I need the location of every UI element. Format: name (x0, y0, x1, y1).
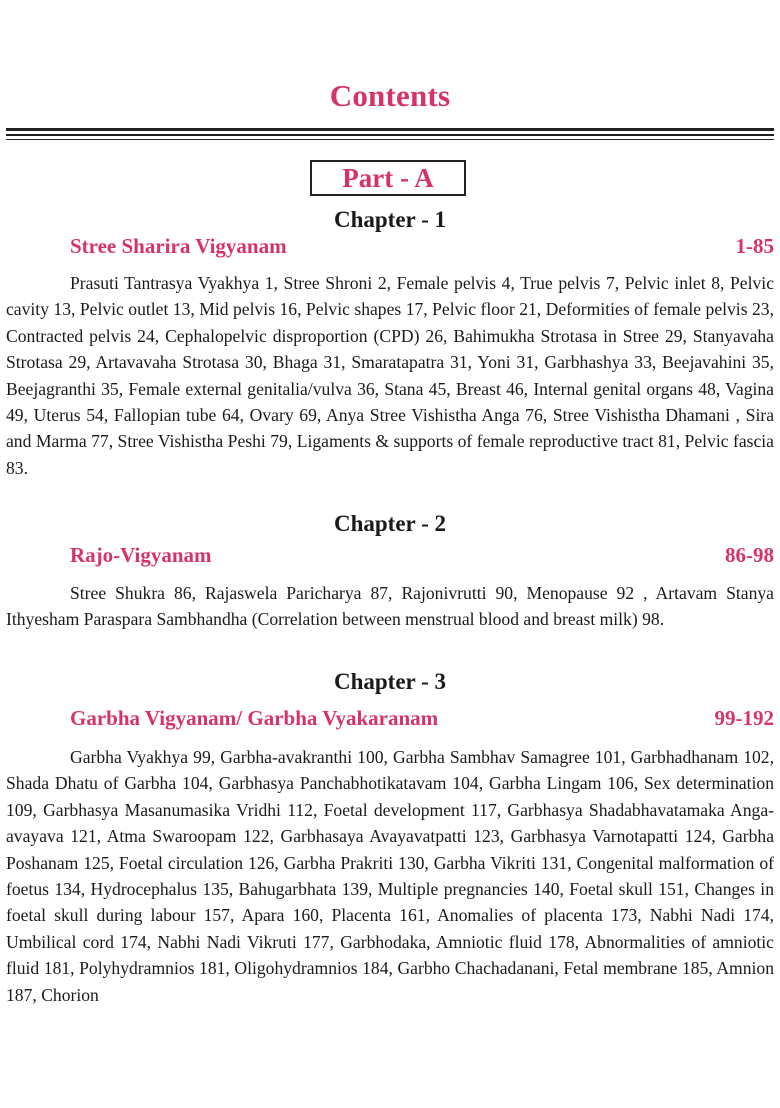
divider-line-thick (6, 128, 774, 131)
chapter-1-topics: Prasuti Tantrasya Vyakhya 1, Stree Shroni 2, Female pelvis 4, True pelvis 7, Pelvic inlet 8, Pelvic cavity 13, Pelvic outlet 13, Mid pelvis 16, Pelvic shapes 17, Pelvic floor 21, Deformities of female pelvis 23, Contracted pelvis 24, Cephalopelvic disproportion (CPD) 26, Bahimukha Strotasa in Stree 29, Stanyavaha Strotasa 29, Artavavaha Strotasa 30, Bhaga 31, Smaratapatra 31, Yoni 31, Garbhashya 33, Beejavahini 35, Beejagranthi 35, Female external genitalia/vulva 36, Stana 45, Breast 46, Internal genital organs 48, Vagina 49, Uterus 54, Fallopian tube 64, Ovary 69, Anya Stree Vishistha Anga 76, Stree Vishistha Dhamani , Sira and Marma 77, Stree Vishistha Peshi 79, Ligaments & supports of female reproductive tract 81, Pelvic fascia 83. (6, 273, 774, 478)
chapter-3-title: Garbha Vigyanam/ Garbha Vyakaranam (70, 706, 439, 730)
chapter-2-title: Rajo-Vigyanam (70, 543, 212, 567)
chapter-2-heading: Chapter - 2 (333, 511, 446, 536)
title-divider (6, 128, 774, 140)
chapter-3-topics: Garbha Vyakhya 99, Garbha-avakranthi 100, Garbha Sambhav Samagree 101, Garbhadhanam 102, Shada Dhatu of Garbha 104, Garbhasya Panchabhotikatavam 104, Garbha Lingam 106, Sex determination 109, Garbhasya Masanumasika Vridhi 112, Foetal development 117, Garbhasya Shadabhavatamaka Anga- avayava 121, Atma Swaroopam 122, Garbhasaya Avayavatpatti 123, Garbhasya Varnotapatti 124, Garbha Poshanam 125, Foetal circulation 126, Garbha Prakriti 130, Garbha Vikriti 131, Congenital malformation of foetus 134, Hydrocephalus 135, Bahugarbhata 139, Multiple pregnancies 140, Foetal skull 151, Changes in foetal skull during labour 157, Apara 160, Placenta 161, Anomalies of placenta 173, Nabhi Nadi 174, Umbilical cord 174, Nabhi Nadi Vikruti 177, Garbhodaka, Amniotic fluid 178, Abnormalities of amniotic fluid 181, Polyhydramnios 181, Oligohydramnios 184, Garbho Chachadanani, Fetal membrane 185, Amnion 187, Chorion (6, 747, 774, 1005)
divider-line-thin (6, 139, 774, 140)
chapter-1-page-range: 1-85 (735, 234, 774, 258)
chapter-2-topics: Stree Shukra 86, Rajaswela Paricharya 87, Rajonivrutti 90, Menopause 92 , Artavam Stanya Ithyesham Paraspara Sambhandha (Correlation between menstrual blood and breast milk) 98. (6, 583, 774, 630)
chapter-3-heading: Chapter - 3 (333, 669, 446, 694)
chapter-2-page-range: 86-98 (725, 543, 774, 567)
chapter-1-title: Stree Sharira Vigyanam (70, 234, 287, 258)
page-title: Contents (329, 78, 451, 113)
part-label-box: Part - A (310, 160, 466, 196)
chapter-3-page-range: 99-192 (714, 706, 774, 730)
divider-line-medium (6, 134, 774, 136)
chapter-1-heading: Chapter - 1 (333, 207, 446, 232)
